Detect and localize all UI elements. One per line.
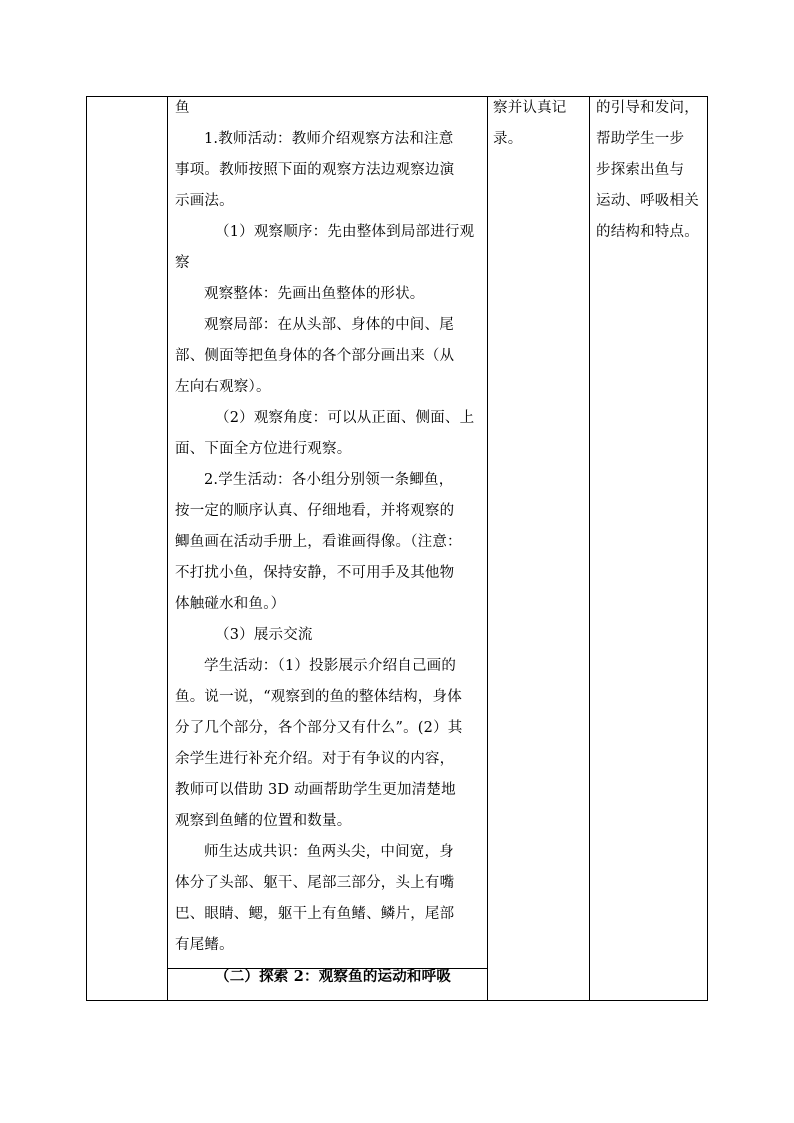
content-line: 的引导和发问，	[596, 100, 699, 116]
content-line: 部、侧面等把鱼身体的各个部分画出来（从	[175, 348, 455, 364]
content-line: （2）观察角度：可以从正面、侧面、上	[215, 410, 475, 426]
content-line: 巴、眼睛、鳃，躯干上有鱼鳍、鳞片，尾部	[175, 906, 455, 922]
content-line: 体分了头部、躯干、尾部三部分，头上有嘴	[175, 875, 455, 891]
table-border-right	[707, 96, 708, 1001]
content-line: 事项。教师按照下面的观察方法边观察边演	[175, 162, 455, 178]
content-line: 余学生进行补充介绍。对于有争议的内容，	[175, 751, 455, 767]
content-line: 教师可以借助 3D 动画帮助学生更加清楚地	[175, 782, 456, 798]
content-line: 左向右观察）。	[175, 379, 271, 395]
content-line: 按一定的顺序认真、仔细地看，并将观察的	[175, 503, 455, 519]
content-line: 鱼。说一说，“观察到的鱼的整体结构，身体	[175, 689, 462, 705]
content-line: 步探索出鱼与	[596, 162, 685, 178]
content-line: 帮助学生一步	[596, 131, 685, 147]
content-line: 察	[175, 255, 190, 271]
content-line: 鱼	[175, 100, 190, 116]
design-intent-cell	[596, 93, 700, 248]
content-line: 观察局部：在从头部、身体的中间、尾	[204, 317, 454, 333]
content-line: 2.学生活动：各小组分别领一条鲫鱼，	[204, 472, 454, 488]
content-line: 分了几个部分，各个部分又有什么”。(2）其	[175, 720, 463, 736]
lesson-table	[86, 96, 707, 1000]
content-line: 录。	[493, 131, 523, 147]
content-line: 运动、呼吸相关	[596, 193, 699, 209]
content-line: 的结构和特点。	[596, 224, 699, 240]
content-line: 学生活动：（1）投影展示介绍自己画的	[204, 658, 457, 674]
content-line: 观察到鱼鳍的位置和数量。	[175, 813, 352, 829]
content-line: （1）观察顺序：先由整体到局部进行观	[215, 224, 475, 240]
content-line: 师生达成共识：鱼两头尖，中间宽，身	[204, 844, 454, 860]
table-border-col1	[167, 96, 168, 1001]
content-line: 察并认真记	[493, 100, 567, 116]
content-line: 体触碰水和鱼。）	[175, 596, 286, 612]
table-border-col3	[589, 96, 590, 1001]
content-line: 1.教师活动：教师介绍观察方法和注意	[204, 131, 454, 147]
content-line: 不打扰小鱼，保持安静，不可用手及其他物	[175, 565, 455, 581]
table-bottom-border	[86, 1000, 708, 1001]
activity-content-cell	[175, 93, 569, 992]
student-activity-cell	[493, 93, 585, 155]
content-line: （3）展示交流	[215, 627, 313, 643]
content-line: 面、下面全方位进行观察。	[175, 441, 352, 457]
content-line: 有尾鳍。	[175, 937, 234, 953]
content-line: 观察整体：先画出鱼整体的形状。	[204, 286, 425, 302]
content-line: 示画法。	[175, 193, 234, 209]
section-heading: （二）探索 2：观察鱼的运动和呼吸	[215, 968, 452, 985]
table-border-left	[86, 96, 87, 1001]
content-line: 鲫鱼画在活动手册上，看谁画得像。（注意：	[175, 534, 462, 550]
